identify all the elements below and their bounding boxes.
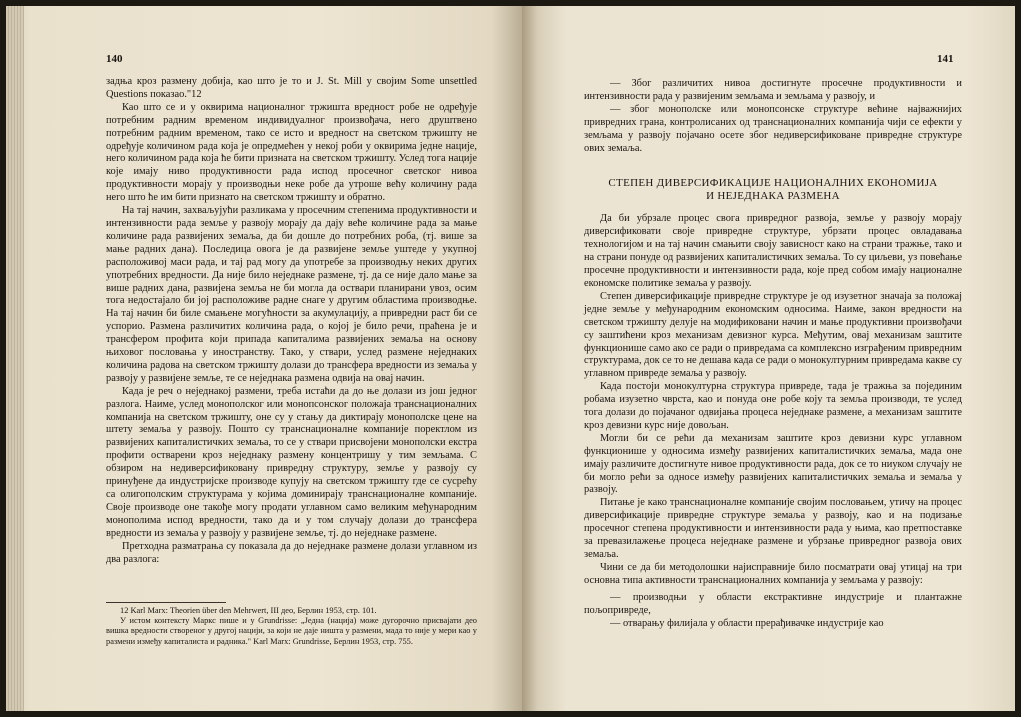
paragraph: Да би убрзале процес свога привредног развоја, земље у развоју морају диверсификовати своје привредне структуре, убрзати процес овладавања технологијом и на тај начин смањити своју зависност како на страни тражње, тако и на страни понуде од развијених капиталистичких земаља. То су циљеви, уз повећање просечне продуктивности и интензивности рада, које пред собом имају националне економске политике земаља у развоју.	[584, 213, 962, 289]
left-page	[6, 6, 522, 711]
paragraph: Претходна разматрања су показала да до неједнаке размене долази углавном из два разлога:	[106, 540, 477, 565]
section-heading-line: СТЕПЕН ДИВЕРСИФИКАЦИЈЕ НАЦИОНАЛНИХ ЕКОНОМИЈА	[608, 177, 938, 190]
list-item: — отварању филијала у области прерађивачке индустрије као	[610, 617, 884, 629]
section-heading	[584, 177, 962, 203]
paragraph: Могли би се рећи да механизам заштите кроз девизни курс углавном функционише у односима између развијених капиталистичких земаља, мада оне имају различите достигнуте нивое продуктивности рада, док се то ниуком случају не би могло рећи за односе између развијених капиталистичких земаља и земаља у развоју.	[584, 432, 962, 496]
page-number: 140	[106, 53, 123, 65]
page-edges	[6, 6, 24, 711]
paragraph: Степен диверсификације привредне структуре је од изузетног значаја за положај једне земље у међународним економским односима. Наиме, закон вредности на светском тржишту делује на модификовани начин и мање продуктивни произвођачи су заштићени кроз механизам девизног курса. Међутим, овај механизам заштите функционише само ако се ради о привредама са комплексно изграђеним привредним структурама, док се то не дешава када се ради о монокултурним привредама какве су углавном привреде земаља у развоју.	[584, 290, 962, 380]
list-item: — Због различитих нивоа достигнуте просечне продуктивности и интензивности рада у развијеним земљама и земљама у развоју, и	[584, 78, 962, 102]
section-heading-line: И НЕЈЕДНАКА РАЗМЕНА	[706, 190, 840, 203]
book-spread	[6, 6, 1015, 711]
paragraph: Питање је како транснационалне компаније својим пословањем, утичу на процес диверсификације привредне структуре земаља у развоју, као и на подизање просечног степена продуктивности и интензивности рада у њима, као претпоставке за превазилажење процеса неједнаке размене и убрзање привредног развоја ових земаља.	[584, 497, 962, 560]
paragraph: задња кроз размену добија, као што је то и J. St. Mill у својим Some unsettled Questions показао."12	[106, 76, 477, 100]
paragraph: На тај начин, захваљујући разликама у просечним степенима продуктивности и интензивности рада земље у развоју морају да дају веће количине рада за мање количине рада развијених земаља, да би дошле до потребних роба, (тј. више за мање радних дана). Последица овога је да развијене земље уштеде у укупној расположивој маси рада, и тај рад могу да употребе за производњу неких других употребних вредности. Да није било неједнаке размене, тј. да се није дало мање за више радних дана, развијена земља не би могла да оствари планирани увоз, осим тога недостајало би јој расположиве радне снаге у другим областима производње. На тај начин би биле смањене могућности за акумулацију, а привредни раст би се успорио. Размена различитих количина рада, о којој је било речи, праћена је и трансфером профита који припада капиталима развијених земаља на основу њиховог пословања у иностранству. Тако, у ствари, услед размене неједнаких количина радова на светском тржишту долази до трансфера вредности из земаља у развоју у развијене земље, те се неједнака размена одвија на овај начин.	[106, 205, 477, 384]
list-item: — производњи у области екстрактивне индустрије и плантажне пољопривреде,	[584, 591, 962, 616]
footnotes	[106, 606, 477, 647]
paragraph: Када је реч о неједнакој размени, треба истаћи да до ње долази из још једног разлога. Наиме, услед монополског или монопсонског положаја транснационалних компанија на светском тржишту, оне су у стању да диктирају монополске цене на штету земаља у развоју. Пошто су транснационалне компаније поректлом из развијених капиталистичких земаља, то се у ствари присвојени монополски екстра профити остварени кроз неједнаку размену концентришу у тим земљама. С обзиром на недиверсификовану привредну структуру, земље у развоју су принуђене да индустријске производе купују на светском тржишту где се сусрећу са олигополским структурама у којима доминирају транснационалне компаније. Своје производе оне такође могу продати углавном само великим међународним монополима испод вредности, тако да и у том случају долази до трансфера вредности из земаља у развоју у развијене земље, тј. до неједнаке размене.	[106, 385, 477, 539]
page-number: 141	[937, 53, 954, 65]
paragraph: Када постоји монокултурна структура привреде, тада је тражња за појединим робама изузетно чврста, као и понуда оне робе коју та земља производи, те услед тога долази до појачаног одвијања процеса неједнаке размене, а механизам заштите кроз девизни курс није довољан.	[584, 381, 962, 431]
footnote-rule	[106, 602, 226, 603]
paragraph: Као што се и у оквирима националног тржишта вредност робе не одређује потребним радним временом индивидуалног произвођача, него друштвено потребним радним временом, тако се исто и вредност на светском тржишту не одређује количином рада која је опредмећен у некој роби у оквирима једне нације, него количином рада која ће бити призната на светском тржишту. Услед тога нације које имају ниво продуктивности рада испод просечног светског нивоа продуктивности морају у производњи неке робе да утроше већу количину рада него што ће им бити признато на светском тржишту и обратно.	[106, 101, 477, 204]
paragraph: Чини се да би методолошки најисправније било посматрати овај утицај на три основна типа активности транснационалних компанија у земљама у развоју:	[584, 561, 962, 586]
footnote: У истом контексту Маркс пише и у Grundrisse: „Једна (нација) може дугорочно присвајати део вишка вредности створеног у другој нацији, за који не даје ништа у размени, мада то није у мери као у размени између капиталиста и радника." Karl Marx: Grundrisse, Берлин 1953, стр. 755.	[106, 616, 477, 646]
left-body-text	[106, 76, 477, 566]
right-page	[522, 6, 1015, 711]
right-body-text	[584, 78, 962, 630]
list-item: — због монополске или монопсонске структуре већине најважнијих привредних грана, контролисаних од транснационалних компанија чији се ефекти у земљама у развоју појачано осете због недиверсификоване привредне структуре ових земаља.	[584, 103, 962, 154]
footnote: 12 Karl Marx: Theorien über den Mehrwert, III део, Берлин 1953, стр. 101.	[120, 606, 377, 615]
